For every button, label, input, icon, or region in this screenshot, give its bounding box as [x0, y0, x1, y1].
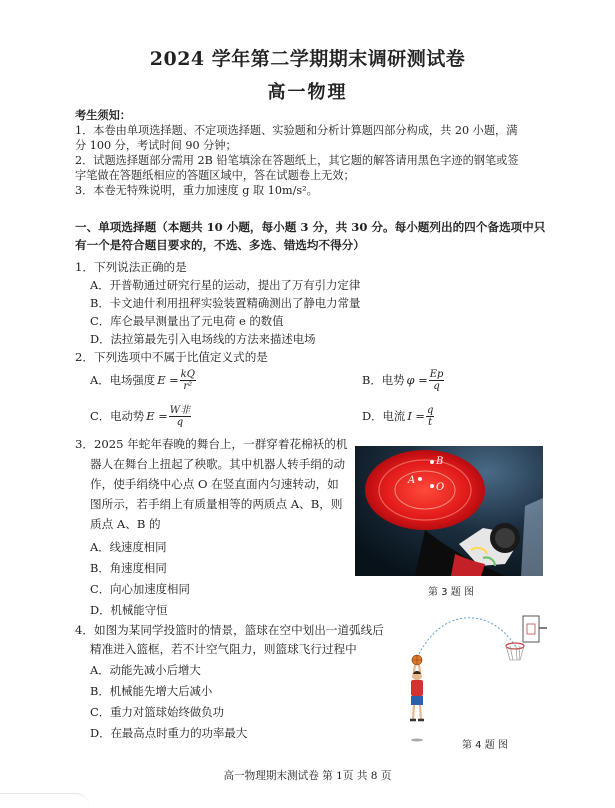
exam-subject: 高一物理 [267, 82, 348, 103]
formula-lhs: E = [146, 409, 168, 423]
option-d [362, 402, 434, 430]
question-stem: 2．下列选项中不属于比值定义式的是 [75, 350, 268, 364]
formula-fraction [429, 369, 445, 392]
option-d: D．在最高点时重力的功率最大 [90, 726, 248, 740]
section-heading: 一、单项选择题（本题共 10 小题，每小题 3 分，共 30 分。每小题列出的四个备选项中只 [75, 220, 546, 234]
option-c: C．向心加速度相同 [90, 582, 190, 596]
figure-basketball-shot [395, 612, 550, 750]
option-b: B．角速度相同 [90, 561, 167, 575]
page-edge-decoration [0, 793, 90, 808]
option-a: A．动能先减小后增大 [90, 663, 201, 677]
option-b: B．机械能先增大后减小 [90, 684, 213, 698]
figure-4-caption: 第 4 题 图 [462, 740, 508, 751]
option-a: A．线速度相同 [90, 540, 167, 554]
numerator: Ep [429, 368, 444, 380]
denominator: t [428, 416, 433, 428]
notice-line: 2．试题选择题部分需用 2B 铅笔填涂在答题纸上，其它题的解答请用黑色字迹的钢笔或签 [75, 154, 519, 167]
formula-fraction [169, 405, 191, 428]
denominator: r² [183, 380, 193, 392]
section-heading: 有一个是符合题目要求的，不选、多选、错选均不得分） [75, 238, 365, 252]
option-label: C．电动势 [90, 409, 145, 423]
question-stem: 质点 A、B 的 [90, 517, 161, 531]
option-b [362, 366, 444, 394]
point-b-label: B [436, 456, 444, 467]
question-stem: 4．如图为某同学投篮时的情景，篮球在空中划出一道弧线后 [75, 623, 384, 637]
question-stem: 图所示，若手绢上有质量相等的两质点 A、B，则 [90, 497, 343, 511]
denominator: q [176, 416, 184, 428]
formula-lhs: I = [407, 409, 425, 423]
point-o-label: O [436, 482, 445, 493]
formula-lhs: E = [157, 373, 179, 387]
ball-trajectory [419, 618, 519, 654]
option-label: B．电势 [362, 373, 405, 387]
page-footer: 高一物理期末测试卷 第 1页 共 8 页 [223, 770, 392, 782]
option-d: D．机械能守恒 [90, 603, 168, 617]
option-label: D．电流 [362, 409, 406, 423]
notice-line: 1．本卷由单项选择题、不定项选择题、实验题和分析计算题四部分构成，共 20 小题，满 [75, 124, 518, 137]
question-stem: 3．2025 年蛇年春晚的舞台上，一群穿着花棉袄的机 [75, 437, 348, 451]
notice-line: 3．本卷无特殊说明，重力加速度 g 取 10m/s²。 [75, 184, 318, 197]
player-shirt [411, 680, 423, 696]
backboard [523, 616, 539, 642]
numerator: W非 [169, 404, 191, 416]
notice-heading: 考生须知： [75, 108, 131, 122]
denominator: q [433, 380, 440, 392]
formula-fraction [180, 369, 196, 392]
option-c: C．重力对篮球始终做负功 [90, 705, 225, 719]
formula-fraction [426, 405, 434, 428]
question-stem: 器人在舞台上扭起了秧歌。其中机器人转手绢的动 [90, 457, 346, 471]
numerator: kQ [180, 368, 195, 380]
option-d: D．法拉第最先引入电场线的方法来描述电场 [90, 332, 316, 346]
option-a: A．开普勒通过研究行星的运动，提出了万有引力定律 [90, 278, 361, 292]
question-stem: 精准进入篮框，若不计空气阻力，则篮球飞行过程中 [90, 642, 357, 656]
numerator: q [426, 404, 434, 416]
point-a-label: A [408, 475, 416, 486]
question-stem: 1．下列说法正确的是 [75, 260, 187, 274]
player-shorts [411, 696, 423, 705]
formula-lhs: φ = [406, 373, 428, 387]
handkerchief-disc [365, 450, 485, 530]
option-c: C．库仑最早测量出了元电荷 e 的数值 [90, 314, 284, 328]
question-stem: 作，使手绢绕中心点 O 在竖直面内匀速转动，如 [90, 477, 339, 491]
figure-robot-handkerchief [355, 446, 543, 576]
figure-3-drawing [355, 446, 543, 576]
figure-3-caption: 第 3 题 图 [428, 587, 474, 598]
notice-line: 分 100 分，考试时间 90 分钟； [75, 139, 237, 152]
option-label: A．电场强度 [90, 373, 156, 387]
option-a [90, 366, 196, 394]
notice-line: 字笔做在答题纸相应的答题区域中，答在试题卷上无效； [75, 169, 355, 182]
option-b: B．卡文迪什利用扭秤实验装置精确测出了静电力常量 [90, 296, 361, 310]
exam-title: 2024 学年第二学期期末调研测试卷 [149, 48, 466, 70]
option-c [90, 402, 191, 430]
